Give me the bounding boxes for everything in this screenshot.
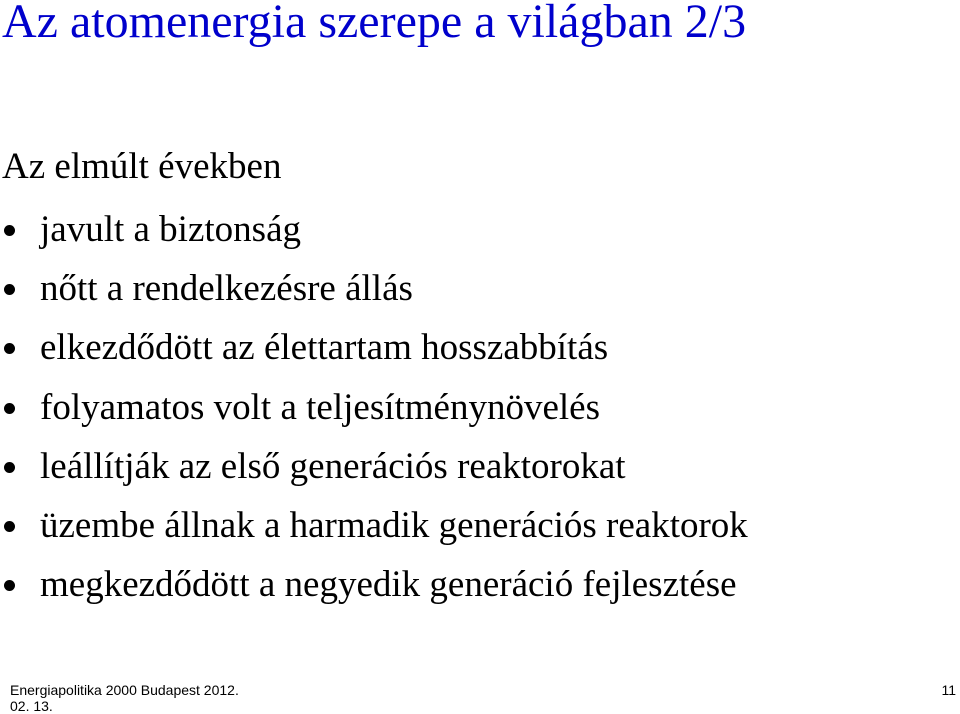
bullet-text: nőtt a rendelkezésre állás xyxy=(40,268,413,310)
slide-title: Az atomenergia szerepe a világban 2/3 xyxy=(2,0,747,48)
bullet-dot-icon xyxy=(4,580,15,591)
bullet-dot-icon xyxy=(4,403,15,414)
bullet-dot-icon xyxy=(4,521,15,532)
bullet-text: megkezdődött a negyedik generáció fejlesztése xyxy=(40,564,737,606)
bullet-dot-icon xyxy=(4,225,15,236)
footer-caption: Energiapolitika 2000 Budapest 2012. 02. 13. xyxy=(10,682,239,714)
page-number: 11 xyxy=(941,682,956,698)
bullet-dot-icon xyxy=(4,284,15,295)
bullet-text: üzembe állnak a harmadik generációs reaktorok xyxy=(40,504,748,546)
bullet-text: folyamatos volt a teljesítménynövelés xyxy=(40,386,601,428)
bullet-text: javult a biztonság xyxy=(40,209,301,250)
bullet-text: elkezdődött az élettartam hosszabbítás xyxy=(40,327,609,369)
bullet-text: leállítják az első generációs reaktorokat xyxy=(40,445,626,487)
intro-text: Az elmúlt években xyxy=(2,146,282,187)
bullet-dot-icon xyxy=(4,343,15,354)
bullet-dot-icon xyxy=(4,462,15,473)
